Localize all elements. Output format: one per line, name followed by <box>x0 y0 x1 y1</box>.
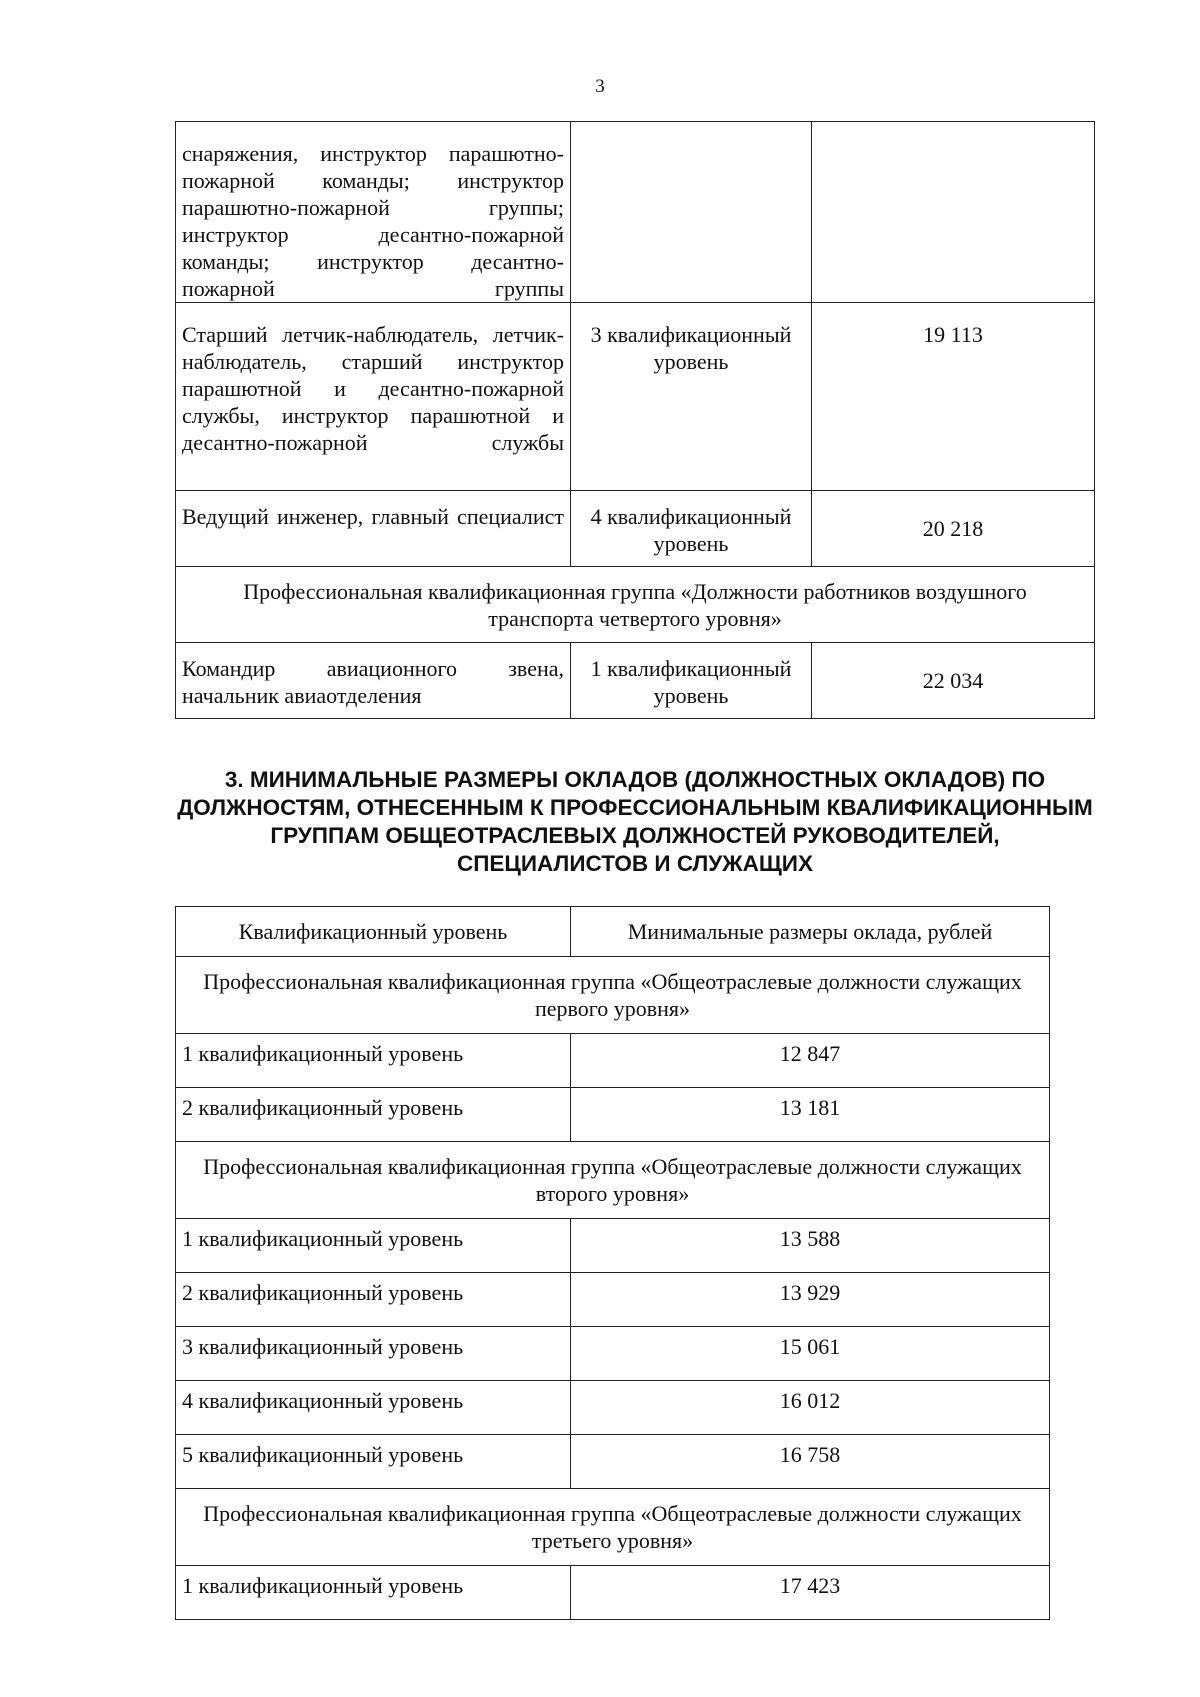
salary-cell: 12 847 <box>571 1034 1050 1088</box>
page-number: 3 <box>595 76 605 97</box>
salary-cell: 19 113 <box>812 303 1095 491</box>
level-cell: 2 квалификационный уровень <box>176 1273 571 1327</box>
table-row <box>176 1381 1050 1435</box>
table-row <box>176 1273 1050 1327</box>
table-row <box>176 1566 1050 1620</box>
table-row <box>176 1219 1050 1273</box>
salary-cell: 15 061 <box>571 1327 1050 1381</box>
section-heading: 3. МИНИМАЛЬНЫЕ РАЗМЕРЫ ОКЛАДОВ (ДОЛЖНОСТНЫХ ОКЛАДОВ) ПО ДОЛЖНОСТЯМ, ОТНЕСЕННЫМ К ПРОФЕССИОНАЛЬНЫМ КВАЛИФИКАЦИОННЫМ ГРУППАМ ОБЩЕОТРАСЛЕВЫХ ДОЛЖНОСТЕЙ РУКОВОДИТЕЛЕЙ, СПЕЦИАЛИСТОВ И СЛУЖАЩИХ <box>177 767 1093 876</box>
group-title-cell: Профессиональная квалификационная группа «Общеотраслевые должности служащих второго уровня» <box>176 1142 1050 1219</box>
table-row <box>176 1435 1050 1489</box>
level-cell: 3 квалификационный уровень <box>571 303 812 491</box>
position-cell: снаряжения, инструктор парашютно-пожарной команды; инструктор парашютно-пожарной группы; инструктор десантно-пожарной команды; инструктор десантно-пожарной группы <box>176 122 571 303</box>
salary-cell: 20 218 <box>812 491 1095 567</box>
group-title-cell: Профессиональная квалификационная группа «Общеотраслевые должности служащих третьего уровня» <box>176 1489 1050 1566</box>
group-title-cell: Профессиональная квалификационная группа «Общеотраслевые должности служащих первого уровня» <box>176 957 1050 1034</box>
level-cell: 1 квалификационный уровень <box>176 1566 571 1620</box>
table-row <box>176 122 1095 303</box>
table-header-row <box>176 907 1050 957</box>
level-cell: 3 квалификационный уровень <box>176 1327 571 1381</box>
position-cell: Ведущий инженер, главный специалист <box>176 491 571 567</box>
level-cell: 4 квалификационный уровень <box>571 491 812 567</box>
group-row <box>176 957 1050 1034</box>
salary-cell: 16 758 <box>571 1435 1050 1489</box>
salary-cell <box>812 122 1095 303</box>
general-positions-salary-table <box>175 906 1050 1620</box>
level-cell: 2 квалификационный уровень <box>176 1088 571 1142</box>
group-title-cell: Профессиональная квалификационная группа «Должности работников воздушного транспорта четвертого уровня» <box>176 567 1095 643</box>
position-cell: Командир авиационного звена, начальник авиаотделения <box>176 643 571 719</box>
salary-cell: 13 588 <box>571 1219 1050 1273</box>
group-row <box>176 1489 1050 1566</box>
position-cell: Старший летчик-наблюдатель, летчик-наблюдатель, старший инструктор парашютной и десантно-пожарной службы, инструктор парашютной и десантно-пожарной службы <box>176 303 571 491</box>
table-row <box>176 491 1095 567</box>
salary-cell: 16 012 <box>571 1381 1050 1435</box>
level-cell: 4 квалификационный уровень <box>176 1381 571 1435</box>
group-row <box>176 567 1095 643</box>
column-header-salary: Минимальные размеры оклада, рублей <box>571 907 1050 957</box>
salary-cell: 13 181 <box>571 1088 1050 1142</box>
group-row <box>176 1142 1050 1219</box>
table-row <box>176 303 1095 491</box>
level-cell: 1 квалификационный уровень <box>571 643 812 719</box>
salary-cell: 13 929 <box>571 1273 1050 1327</box>
table-row <box>176 1034 1050 1088</box>
level-cell: 1 квалификационный уровень <box>176 1034 571 1088</box>
level-cell: 1 квалификационный уровень <box>176 1219 571 1273</box>
level-cell <box>571 122 812 303</box>
table-row <box>176 1327 1050 1381</box>
salary-cell: 22 034 <box>812 643 1095 719</box>
aviation-salary-table <box>175 121 1095 719</box>
level-cell: 5 квалификационный уровень <box>176 1435 571 1489</box>
column-header-level: Квалификационный уровень <box>176 907 571 957</box>
table-row <box>176 1088 1050 1142</box>
salary-cell: 17 423 <box>571 1566 1050 1620</box>
table-row <box>176 643 1095 719</box>
